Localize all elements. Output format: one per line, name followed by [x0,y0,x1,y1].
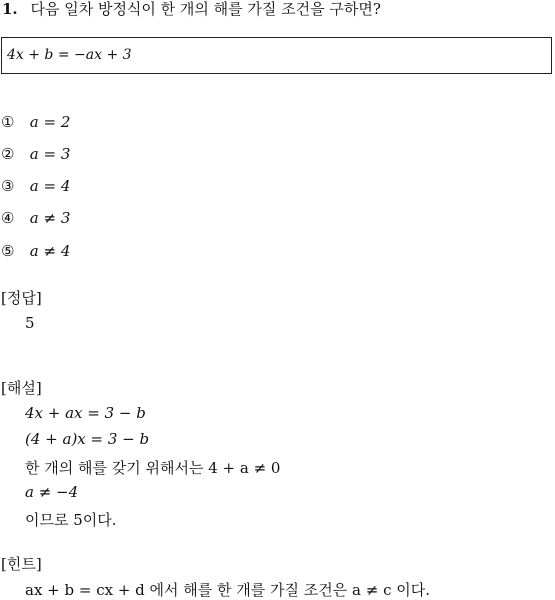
choice-3[interactable] [1,177,70,195]
equation-text: 4x + b = −ax + 3 [7,47,132,63]
explanation-line-4: a ≠ −4 [25,483,79,501]
question-header [2,0,381,18]
choice-2-expr: a = 3 [29,145,71,163]
explanation-line-2: (4 + a)x = 3 − b [25,430,150,448]
choice-3-expr: a = 4 [29,177,71,195]
answer-title: [정답] [1,289,42,307]
explanation-line-5: 이므로 5이다. [25,511,117,529]
choice-1[interactable] [1,113,70,131]
choice-2[interactable] [1,145,70,163]
choice-1-expr: a = 2 [29,113,71,131]
equation-box [1,37,552,74]
explanation-line-3: 한 개의 해를 갖기 위해서는 4 + a ≠ 0 [25,459,281,477]
choice-5-mark: ⑤ [1,242,15,260]
choice-4[interactable] [1,209,70,227]
choice-5[interactable] [1,242,70,260]
explanation-line-1: 4x + ax = 3 − b [25,404,146,422]
hint-title: [힌트] [1,555,42,573]
choice-2-mark: ② [1,145,15,163]
choice-3-mark: ③ [1,177,15,195]
question-text: 다음 일차 방정식이 한 개의 해를 가질 조건을 구하면? [30,0,381,18]
answer-value: 5 [25,314,35,332]
choice-5-expr: a ≠ 4 [29,242,71,260]
hint-text: ax + b = cx + d 에서 해를 한 개를 가질 조건은 a ≠ c 이다. [25,581,431,599]
choice-4-expr: a ≠ 3 [29,209,71,227]
explanation-title: [해설] [1,379,42,397]
question-number: 1. [2,0,18,18]
choice-1-mark: ① [1,113,15,131]
choice-4-mark: ④ [1,209,15,227]
